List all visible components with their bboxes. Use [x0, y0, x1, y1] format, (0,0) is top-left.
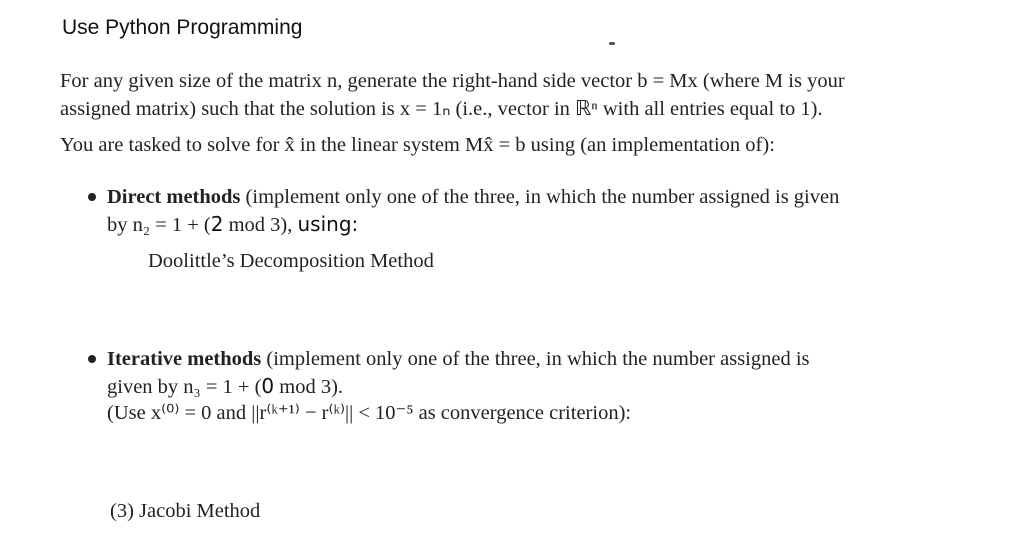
intro-line-1: For any given size of the matrix n, generate the right-hand side vector b = Mx (where M is your — [60, 70, 845, 92]
intro-line-2: assigned matrix) such that the solution is x = 1ₙ (i.e., vector in ℝⁿ with all entries equal to 1). — [60, 98, 823, 120]
iterative-n3-suffix: mod 3). — [274, 376, 344, 398]
direct-n2-suffix: mod 3), — [223, 214, 293, 236]
iterative-method-name: (3) Jacobi Method — [110, 500, 261, 522]
direct-methods-title: Direct methods — [107, 186, 241, 208]
convergence-criterion: (Use x⁽⁰⁾ = 0 and ||r⁽ᵏ⁺¹⁾ − r⁽ᵏ⁾|| < 10⁻⁵ as convergence criterion): — [107, 402, 632, 424]
direct-methods-line-2 — [107, 210, 358, 239]
bullet-direct — [88, 193, 96, 201]
iterative-methods-title: Iterative methods — [107, 348, 262, 370]
page-heading: Use Python Programming — [62, 16, 303, 39]
iterative-n3-prefix: given by n₃ = 1 + ( — [107, 376, 262, 398]
direct-n2-prefix: by n₂ = 1 + ( — [107, 214, 211, 236]
iterative-methods-desc: (implement only one of the three, in which the number assigned is — [266, 348, 810, 370]
handwritten-number-2: 2 — [210, 212, 224, 236]
bullet-iterative — [88, 355, 96, 363]
direct-methods-line-1 — [107, 183, 839, 211]
iterative-methods-line-1 — [107, 345, 810, 373]
iterative-methods-line-2 — [107, 372, 343, 401]
intro-line-3: You are tasked to solve for x̂ in the linear system Mx̂ = b using (an implementation of): — [60, 134, 775, 156]
stray-pen-mark — [609, 42, 615, 45]
handwritten-number-0: 0 — [261, 374, 275, 398]
direct-methods-desc: (implement only one of the three, in which the number assigned is given — [245, 186, 840, 208]
direct-method-name: Doolittle’s Decomposition Method — [148, 250, 434, 272]
handwritten-using: using: — [297, 212, 359, 236]
